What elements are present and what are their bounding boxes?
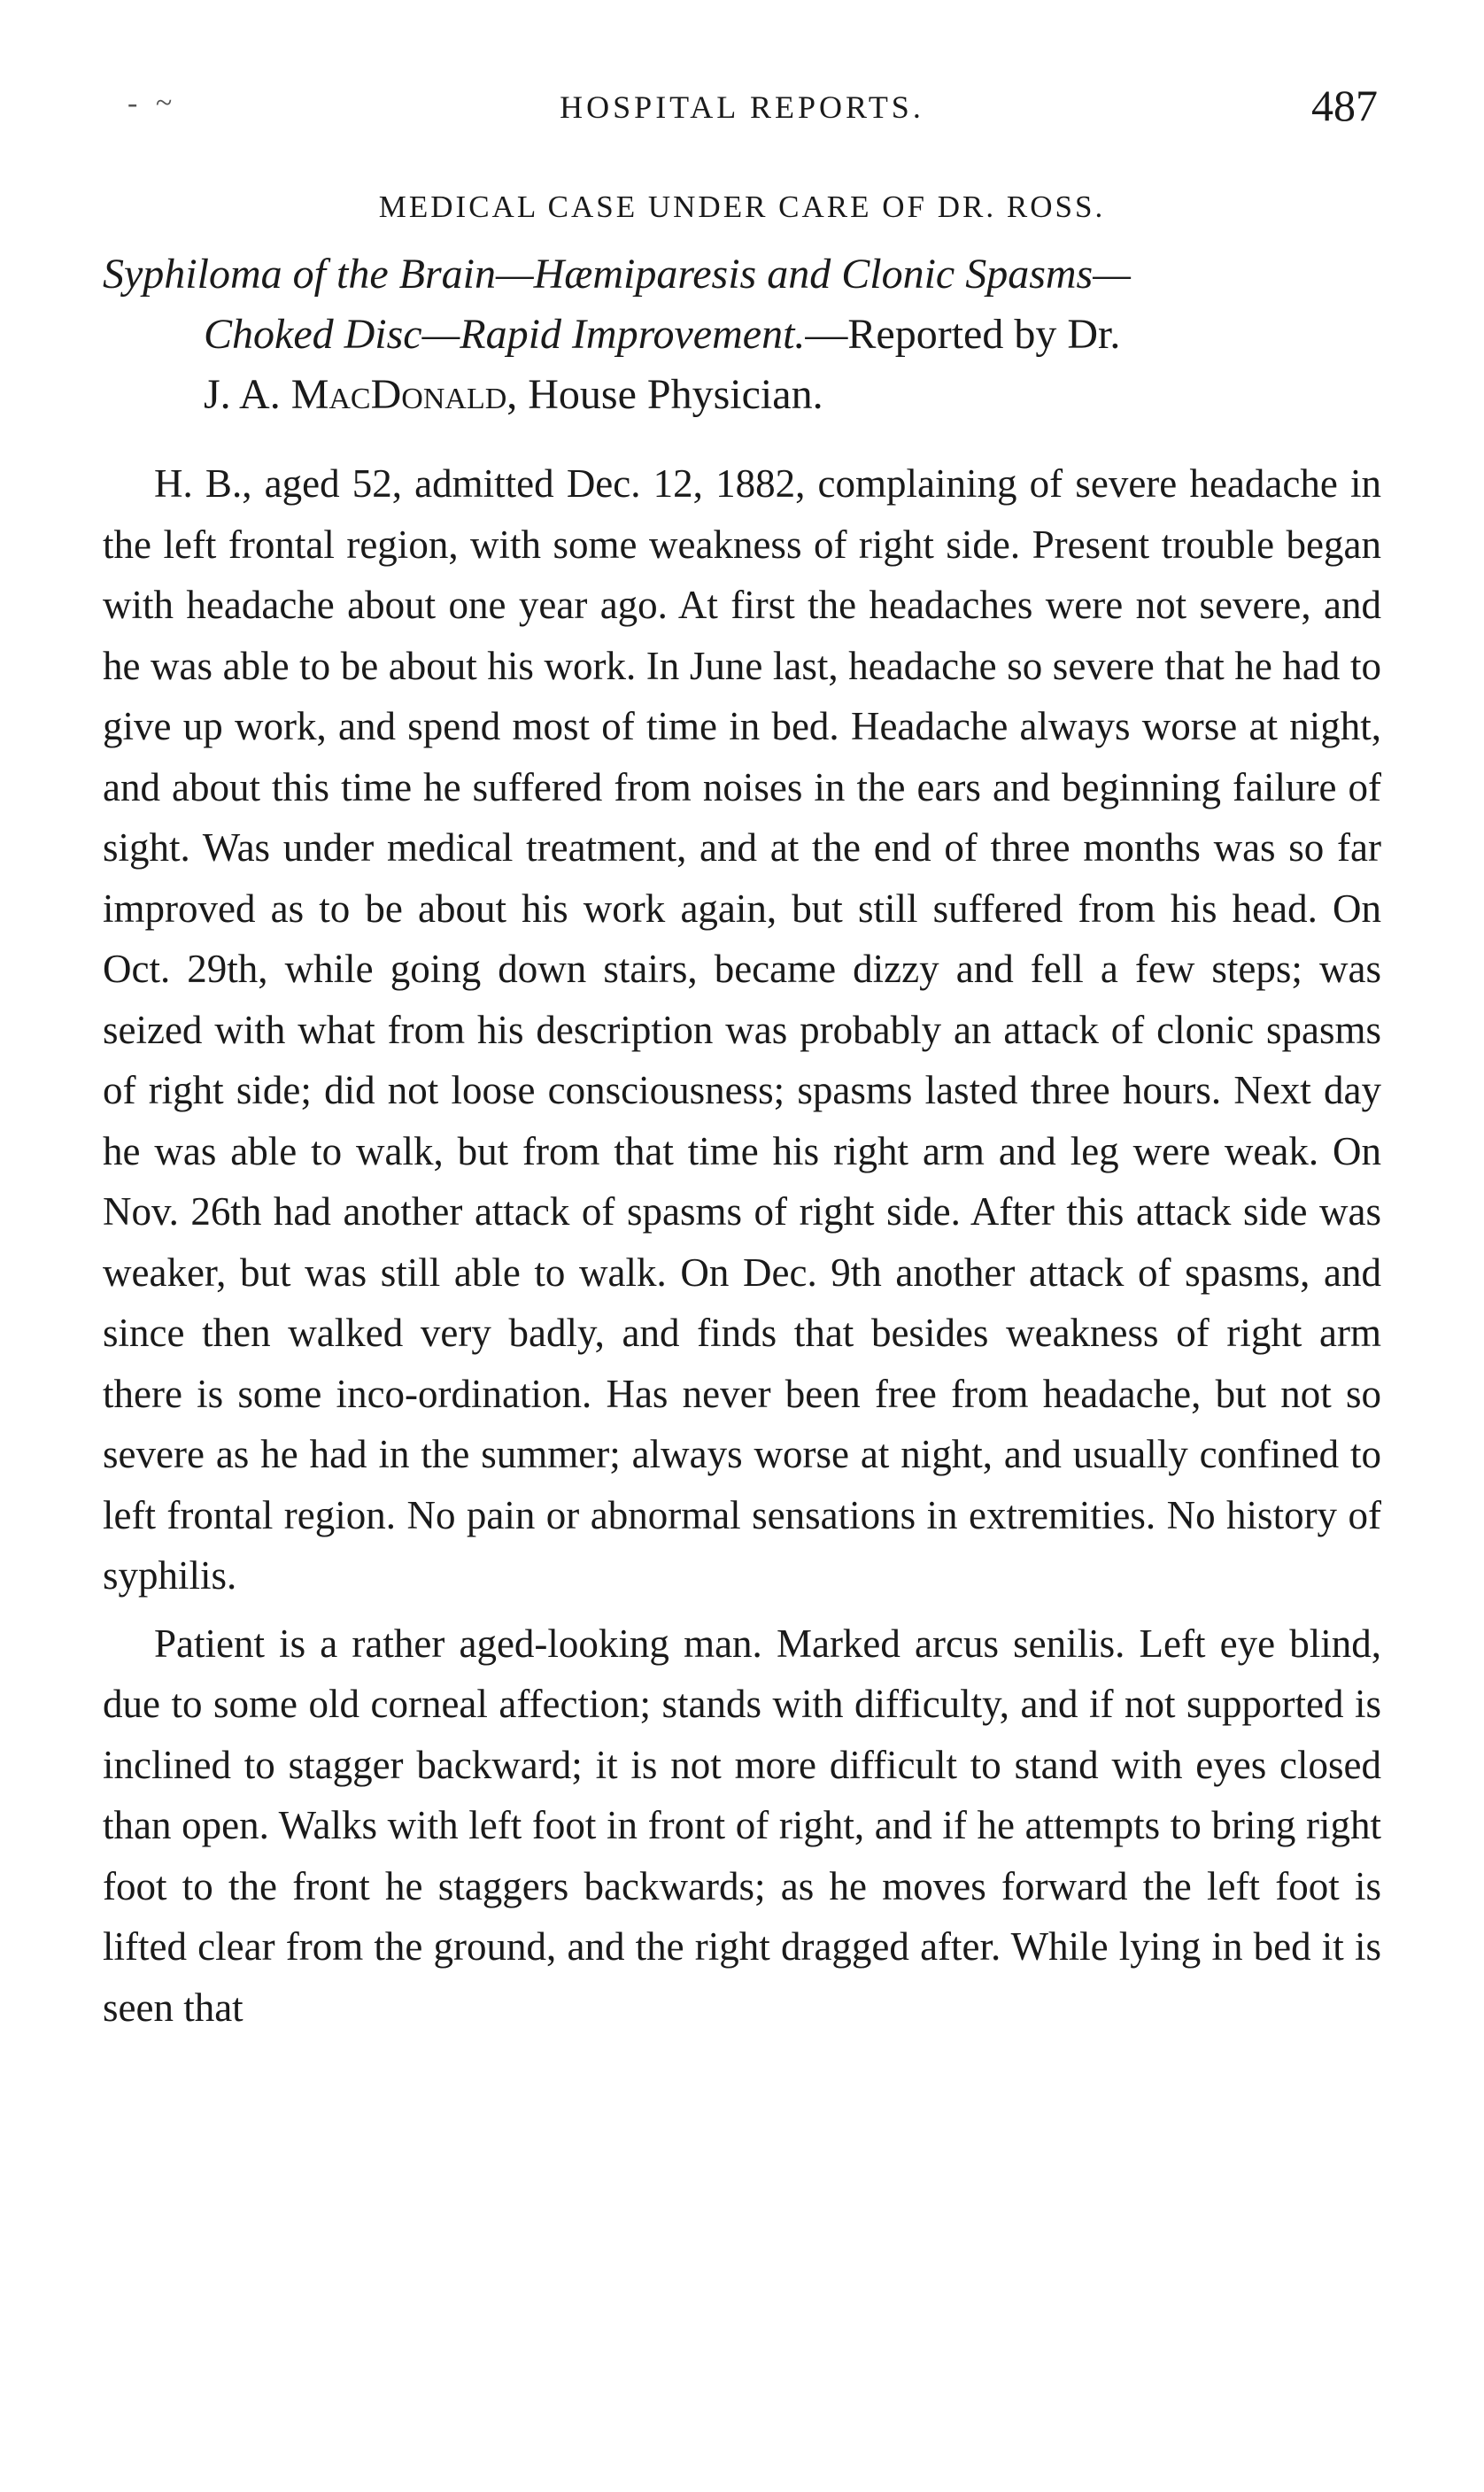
running-title: HOSPITAL REPORTS. [560,89,924,125]
case-title-italic-1: Syphiloma of the Brain—Hæmiparesis and Clonic Spasms— [103,251,1131,298]
page-mark: - ~ [128,87,178,120]
body-text [103,453,1381,2045]
case-title [103,244,1381,425]
case-title-line-3 [103,365,1381,425]
paragraph-history: H. B., aged 52, admitted Dec. 12, 1882, complaining of severe headache in the left frontal region, with some weakness of right side. Present trouble began with headache about one year ago. At first the headaches were not severe, and he was able to be about his work. In June last, headache so severe that he had to give up work, and spend most of time in bed. Headache always worse at night, and about this time he suffered from noises in the ears and beginning failure of sight. Was under medical treatment, and at the end of three months was so far improved as to be about his work again, but still suffered from his head. On Oct. 29th, while going down stairs, became dizzy and fell a few steps; was seized with what from his description was probably an attack of clonic spasms of right side; did not loose consciousness; spasms lasted three hours. Next day he was able to walk, but from that time his right arm and leg were weak. On Nov. 26th had another attack of spasms of right side. After this attack side was weaker, but was still able to walk. On Dec. 9th another attack of spasms, and since then walked very badly, and finds that besides weakness of right arm there is some inco-ordination. Has never been free from headache, but not so severe as he had in the summer; always worse at night, and usually confined to left frontal region. No pain or abnormal sensations in extremities. No history of syphilis. [103,461,1381,1598]
case-title-reported: —Reported by Dr. [805,311,1121,358]
case-title-author-prefix: J. A. [204,371,291,418]
paragraph-examination: Patient is a rather aged-looking man. Marked arcus senilis. Left eye blind, due to some old corneal affection; stands with difficulty, and if not supported is inclined to stagger backward; it is not more difficult to stand with eyes closed than open. Walks with left foot in front of right, and if he attempts to bring right foot to the front he staggers backwards; as he moves forward the left foot is lifted clear from the ground, and the right dragged after. While lying in bed it is seen that [103,1621,1381,2030]
case-title-italic-2: Choked Disc—Rapid Improvement. [204,311,806,358]
page [103,0,1381,2492]
page-number: 487 [1311,81,1378,130]
case-heading: MEDICAL CASE UNDER CARE OF DR. ROSS. [378,190,1106,224]
case-title-line-1 [103,244,1381,305]
case-title-line-2 [103,305,1381,365]
running-header [103,80,1381,133]
case-title-author-name: MacDonald [290,371,507,418]
case-title-author-suffix: , House Physician. [506,371,823,418]
